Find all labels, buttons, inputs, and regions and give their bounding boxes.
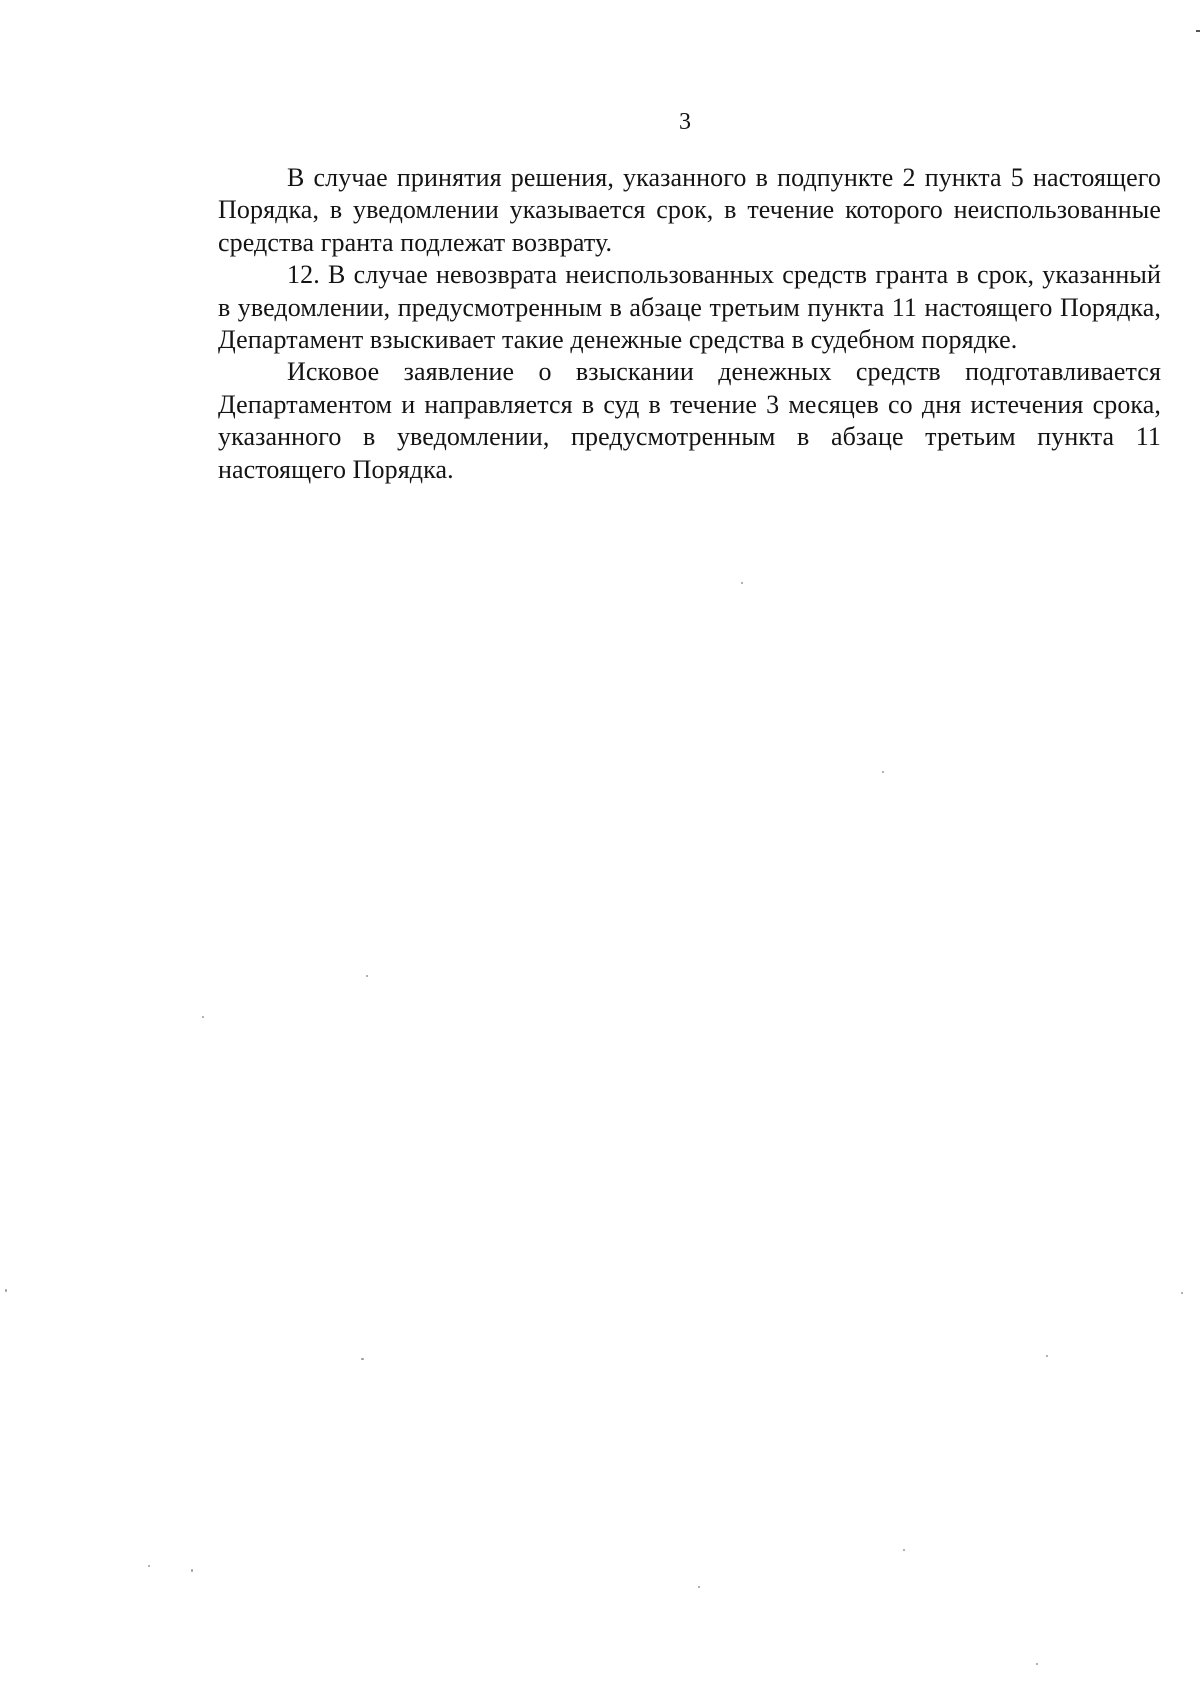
scan-speck bbox=[1036, 1663, 1038, 1665]
scan-speck bbox=[361, 1358, 364, 1360]
paragraph-lawsuit-preparation: Исковое заявление о взыскании денежных средств подготавливается Департаментом и направляется в суд в течение 3 месяцев со дня истечения срока, указанного в уведомлении, предусмотренным в абзаце третьим пункта 11 настоящего Порядка. bbox=[218, 357, 1161, 484]
scan-speck bbox=[148, 1565, 150, 1567]
scan-speck bbox=[1046, 1355, 1048, 1357]
scan-speck bbox=[5, 1289, 7, 1292]
document-body bbox=[218, 162, 1161, 486]
scan-speck bbox=[698, 1586, 700, 1588]
scan-speck bbox=[882, 771, 884, 773]
paragraph-12-court-recovery: 12. В случае невозврата неиспользованных средств гранта в срок, указанный в уведомлении, предусмотренным в абзаце третьим пункта 11 настоящего Порядка, Департамент взыскивает такие денежные средства в судебном порядке. bbox=[218, 260, 1161, 355]
scan-speck bbox=[741, 582, 743, 584]
scan-speck bbox=[1181, 1292, 1183, 1294]
scan-speck bbox=[903, 1549, 905, 1551]
scan-speck bbox=[191, 1569, 193, 1572]
scan-edge-mark bbox=[1196, 30, 1200, 32]
scan-speck bbox=[366, 975, 368, 977]
page-number: 3 bbox=[679, 109, 691, 135]
paragraph-return-deadline: В случае принятия решения, указанного в подпункте 2 пункта 5 настоящего Порядка, в уведомлении указывается срок, в течение которого неиспользованные средства гранта подлежат возврату. bbox=[218, 163, 1161, 257]
scan-speck bbox=[202, 1016, 204, 1018]
